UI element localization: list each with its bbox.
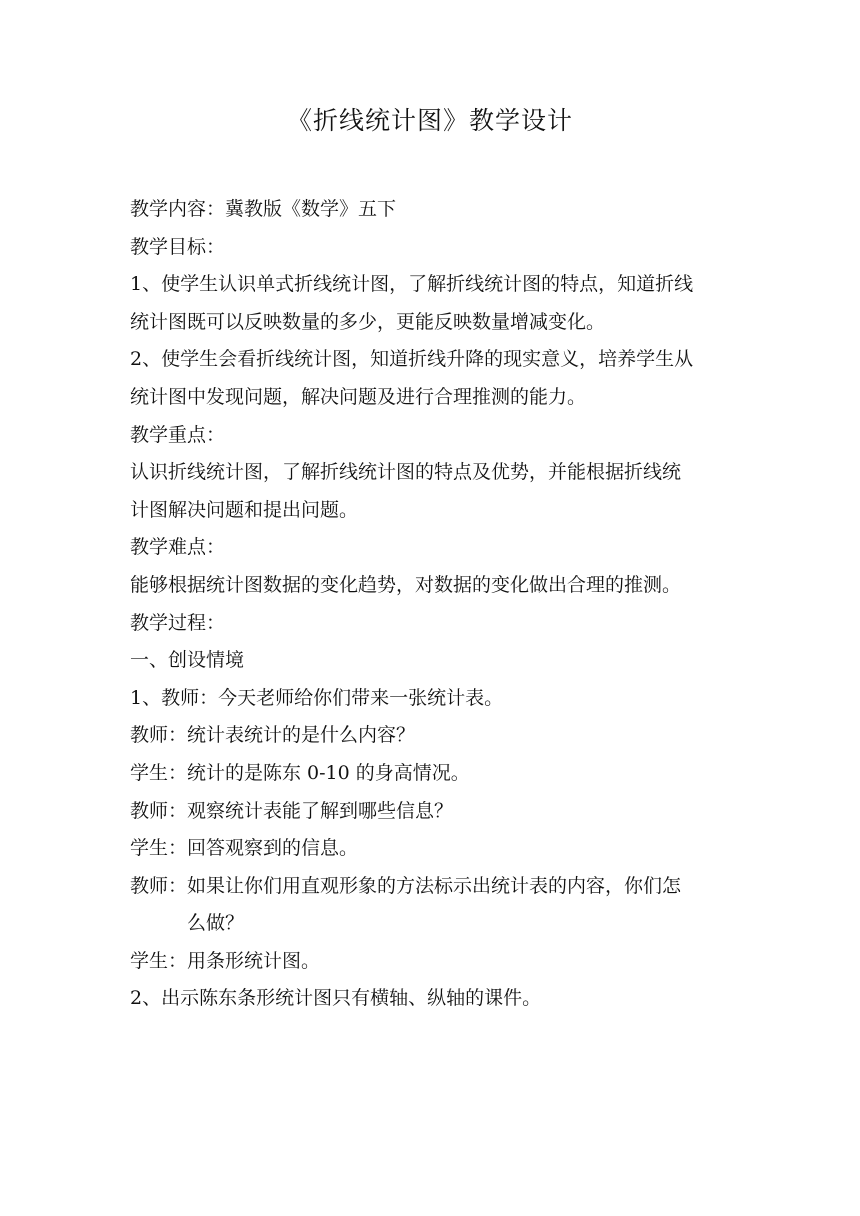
step-1-line: 1、教师：今天老师给你们带来一张统计表。 bbox=[130, 686, 504, 709]
dialog-speech bbox=[187, 868, 735, 943]
dialog-speech-line-2: 么做？ bbox=[187, 912, 245, 935]
dialog-teacher-1: 教师：统计表统计的是什么内容？ bbox=[130, 724, 416, 747]
dialog-student-2: 学生：回答观察到的信息。 bbox=[130, 837, 359, 860]
dialog-teacher-2: 教师：观察统计表能了解到哪些信息？ bbox=[130, 799, 454, 822]
document-body bbox=[130, 191, 735, 1018]
document-title: 《折线统计图》教学设计 bbox=[286, 106, 573, 135]
goal-1-line-1: 1、使学生认识单式折线统计图，了解折线统计图的特点，知道折线 bbox=[130, 273, 694, 296]
goal-1-line-2: 统计图既可以反映数量的多少，更能反映数量增减变化。 bbox=[130, 310, 606, 333]
difficulty-heading: 教学难点： bbox=[130, 536, 226, 559]
difficulty-line: 能够根据统计图数据的变化趋势，对数据的变化做出合理的推测。 bbox=[130, 573, 682, 596]
teaching-goals-heading: 教学目标： bbox=[130, 235, 226, 258]
dialog-teacher-3 bbox=[130, 868, 735, 943]
dialog-speech-line-1: 如果让你们用直观形象的方法标示出统计表的内容，你们怎 bbox=[187, 874, 682, 897]
section-1-heading: 一、创设情境 bbox=[130, 649, 245, 672]
teaching-content-line: 教学内容：冀教版《数学》五下 bbox=[130, 198, 397, 220]
goal-2-line-1: 2、使学生会看折线统计图，知道折线升降的现实意义，培养学生从 bbox=[130, 348, 694, 371]
key-points-heading: 教学重点： bbox=[130, 423, 226, 446]
dialog-student-3: 学生：用条形统计图。 bbox=[130, 949, 321, 972]
process-heading: 教学过程： bbox=[130, 611, 226, 634]
goal-2-line-2: 统计图中发现问题，解决问题及进行合理推测的能力。 bbox=[130, 385, 587, 408]
key-points-line-2: 计图解决问题和提出问题。 bbox=[130, 498, 359, 521]
step-2-line: 2、出示陈东条形统计图只有横轴、纵轴的课件。 bbox=[130, 987, 542, 1010]
key-points-line-1: 认识折线统计图，了解折线统计图的特点及优势，并能根据折线统 bbox=[130, 461, 682, 484]
dialog-student-1: 学生：统计的是陈东 0-10 的身高情况。 bbox=[130, 761, 470, 784]
dialog-speaker: 教师： bbox=[130, 874, 188, 897]
